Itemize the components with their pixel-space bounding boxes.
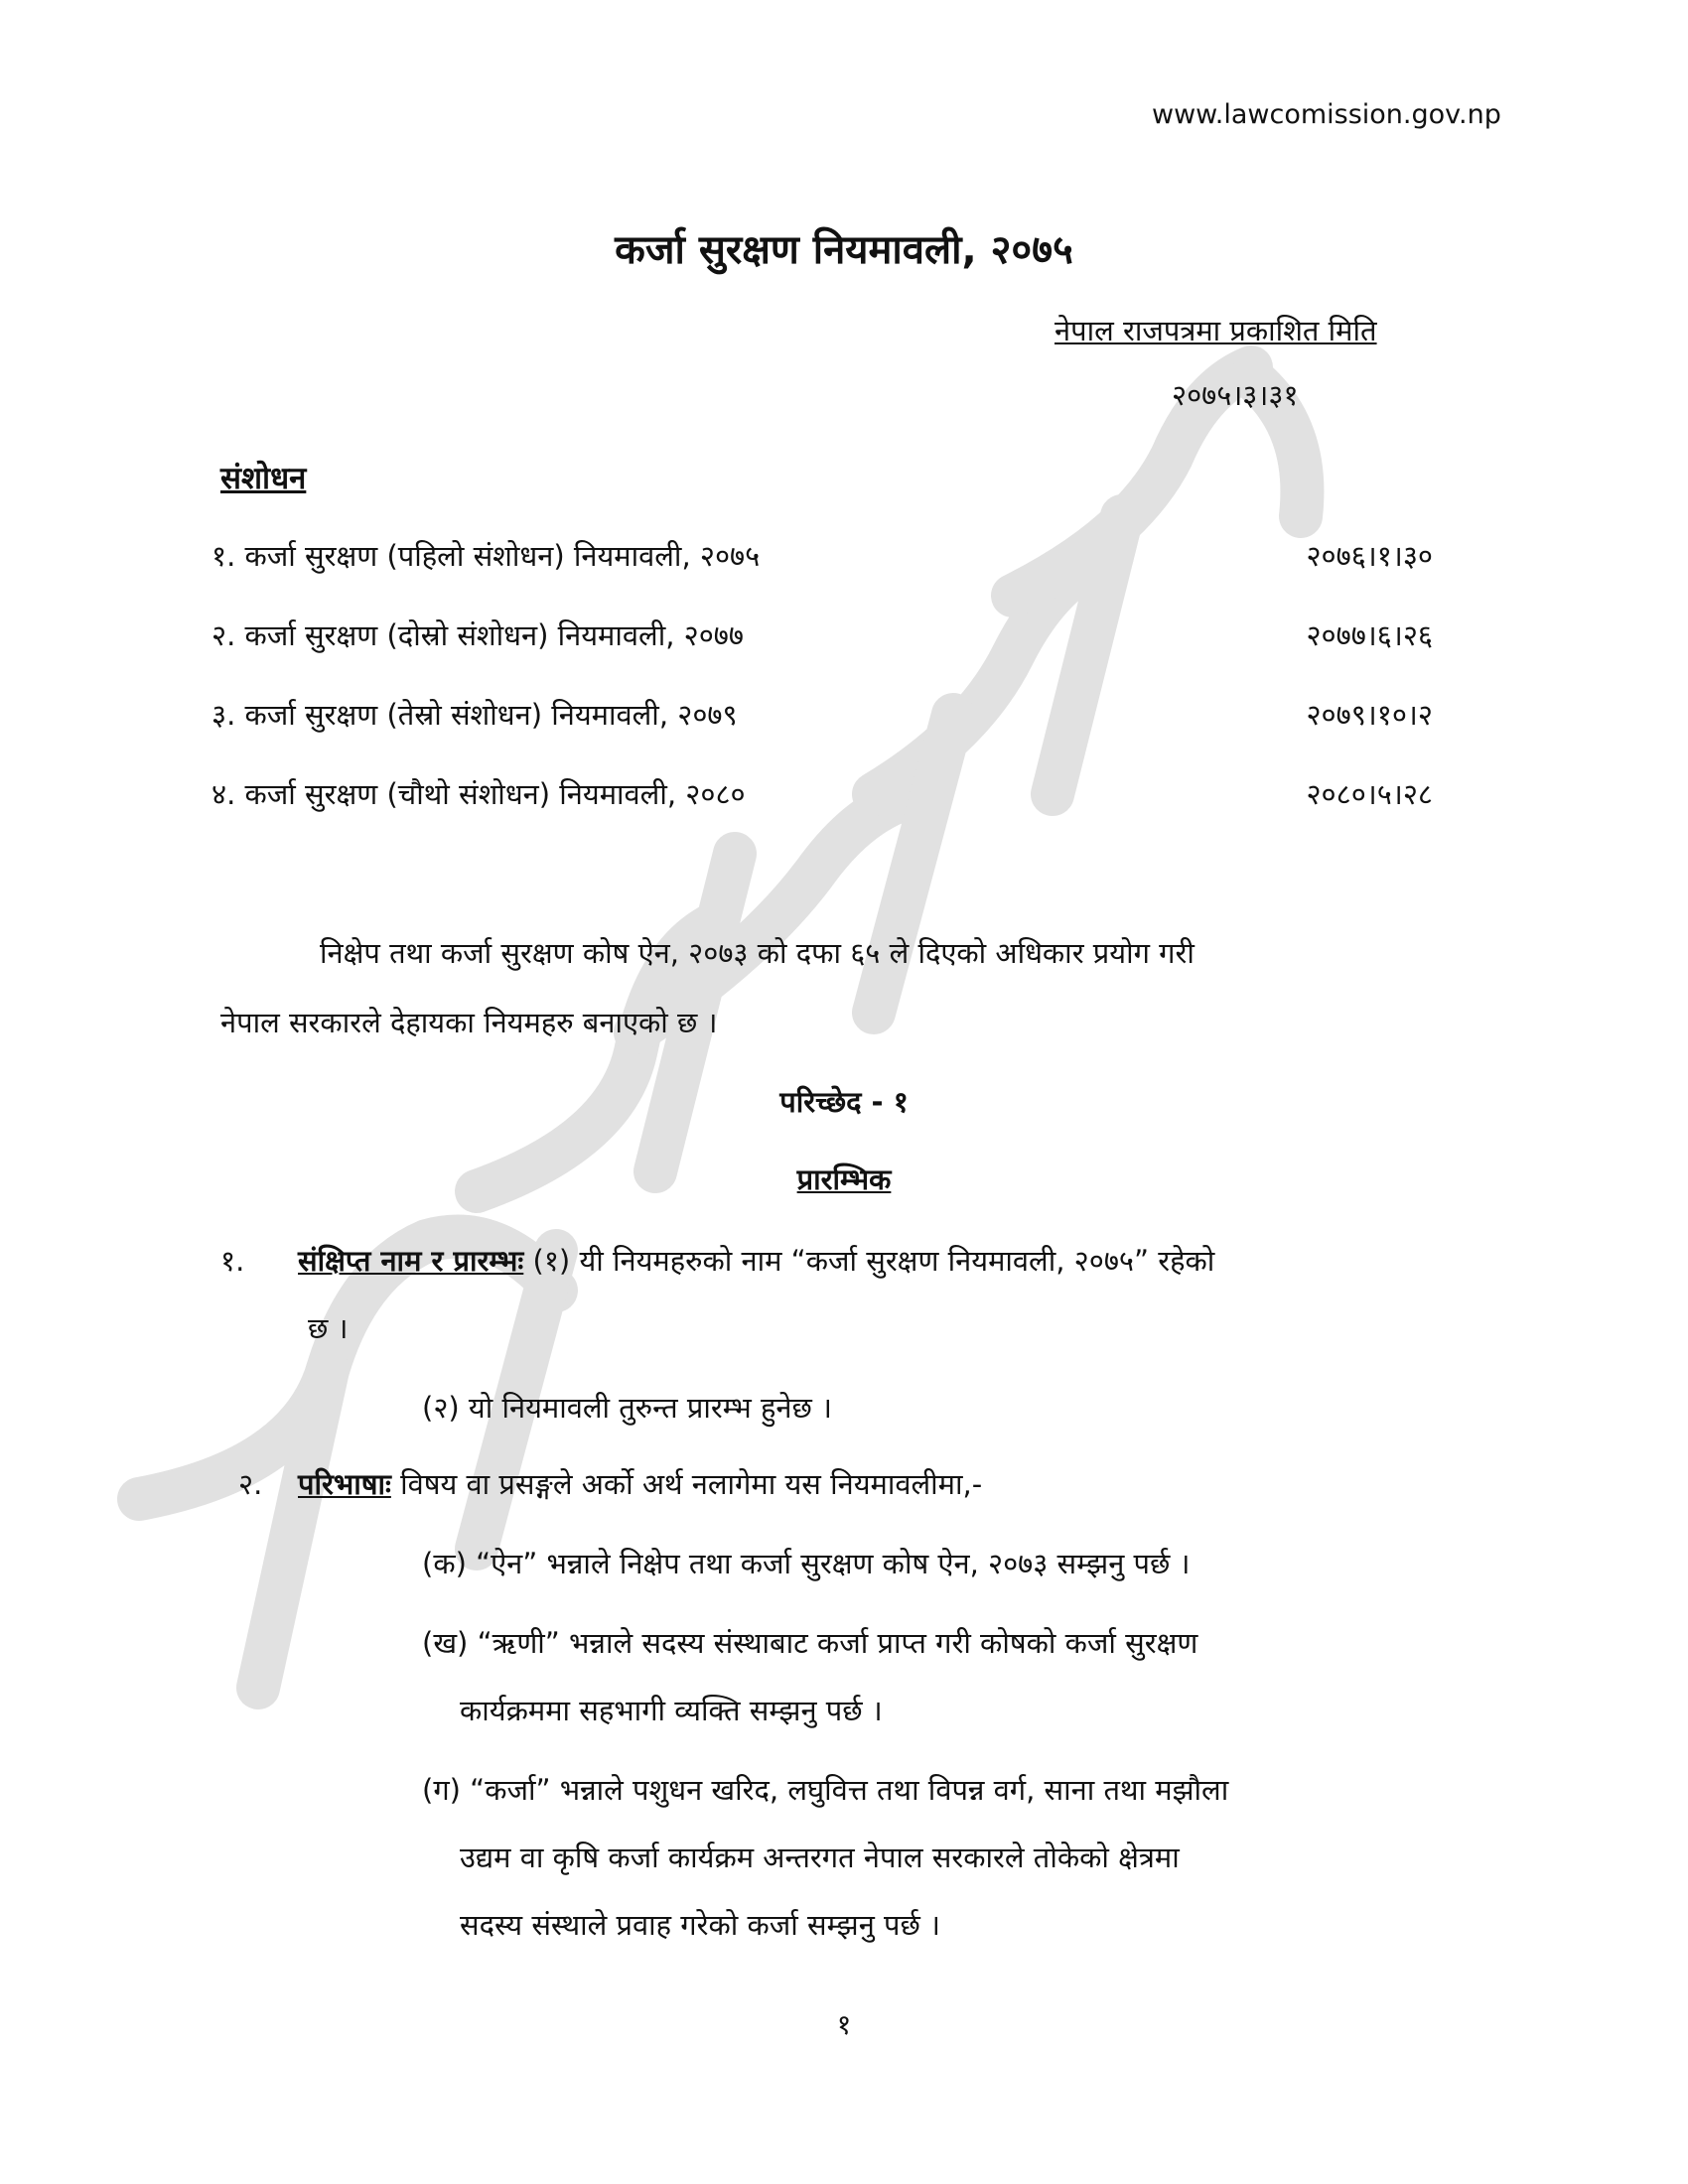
- definition-ga-line-2: उद्यम वा कृषि कर्जा कार्यक्रम अन्तरगत नेपाल सरकारले तोकेको क्षेत्रमा: [460, 1841, 1180, 1874]
- rule-1-number: १.: [220, 1244, 245, 1278]
- preamble-line-2: नेपाल सरकारले देहायका नियमहरु बनाएको छ ।: [220, 1006, 718, 1039]
- amendment-date: २०७९।१०।२: [1306, 698, 1433, 732]
- amendment-date: २०७७।६।२६: [1306, 618, 1433, 652]
- rule-2-text: विषय वा प्रसङ्गले अर्को अर्थ नलागेमा यस नियमावलीमा,-: [390, 1467, 983, 1501]
- chapter-title: प्रारम्भिक: [796, 1162, 892, 1196]
- amendment-name: २. कर्जा सुरक्षण (दोस्रो संशोधन) नियमावली, २०७७: [211, 618, 744, 652]
- rule-2-number: २.: [238, 1467, 263, 1501]
- definition-ka: (क) “ऐन” भन्नाले निक्षेप तथा कर्जा सुरक्षण कोष ऐन, २०७३ सम्झनु पर्छ ।: [422, 1547, 1191, 1580]
- rule-1-heading: संक्षिप्त नाम र प्रारम्भः: [298, 1244, 524, 1278]
- rule-1-line-2: छ ।: [308, 1311, 349, 1345]
- preamble-line-1: निक्षेप तथा कर्जा सुरक्षण कोष ऐन, २०७३ को दफा ६५ ले दिएको अधिकार प्रयोग गरी: [320, 936, 1195, 970]
- definition-ga-line-3: सदस्य संस्थाले प्रवाह गरेको कर्जा सम्झनु पर्छ ।: [460, 1908, 941, 1942]
- publication-date: २०७५।३।३१: [1172, 378, 1299, 412]
- amendment-name: ३. कर्जा सुरक्षण (तेस्रो संशोधन) नियमावली, २०७९: [211, 698, 738, 732]
- site-url: www.lawcomission.gov.np: [1152, 99, 1501, 130]
- amendment-date: २०८०।५।२८: [1306, 777, 1433, 811]
- amendments-heading: संशोधन: [220, 461, 307, 496]
- document-title: कर्जा सुरक्षण नियमावली, २०७५: [615, 227, 1073, 273]
- rule-1-sub-2: (२) यो नियमावली तुरुन्त प्रारम्भ हुनेछ ।: [422, 1391, 833, 1425]
- rule-2-line: [298, 1464, 982, 1503]
- rule-1-text: (१) यी नियमहरुको नाम “कर्जा सुरक्षण नियमावली, २०७५” रहेको: [523, 1244, 1215, 1278]
- definition-kha-line-2: कार्यक्रममा सहभागी व्यक्ति सम्झनु पर्छ ।: [460, 1694, 883, 1727]
- definition-kha-line-1: (ख) “ऋणी” भन्नाले सदस्य संस्थाबाट कर्जा प्राप्त गरी कोषको कर्जा सुरक्षण: [422, 1626, 1198, 1660]
- page-number: १: [836, 2008, 852, 2041]
- rule-1-line-1: [298, 1241, 1214, 1280]
- chapter-number: परिच्छेद - १: [779, 1085, 909, 1119]
- amendment-name: ४. कर्जा सुरक्षण (चौथो संशोधन) नियमावली, २०८०: [211, 777, 746, 811]
- amendment-name: १. कर्जा सुरक्षण (पहिलो संशोधन) नियमावली, २०७५: [211, 539, 761, 573]
- definition-ga-line-1: (ग) “कर्जा” भन्नाले पशुधन खरिद, लघुवित्त तथा विपन्न वर्ग, साना तथा मझौला: [422, 1773, 1229, 1807]
- amendment-date: २०७६।१।३०: [1306, 539, 1433, 573]
- publication-label: नेपाल राजपत्रमा प्रकाशित मिति: [1055, 314, 1377, 347]
- rule-2-heading: परिभाषाः: [298, 1467, 391, 1501]
